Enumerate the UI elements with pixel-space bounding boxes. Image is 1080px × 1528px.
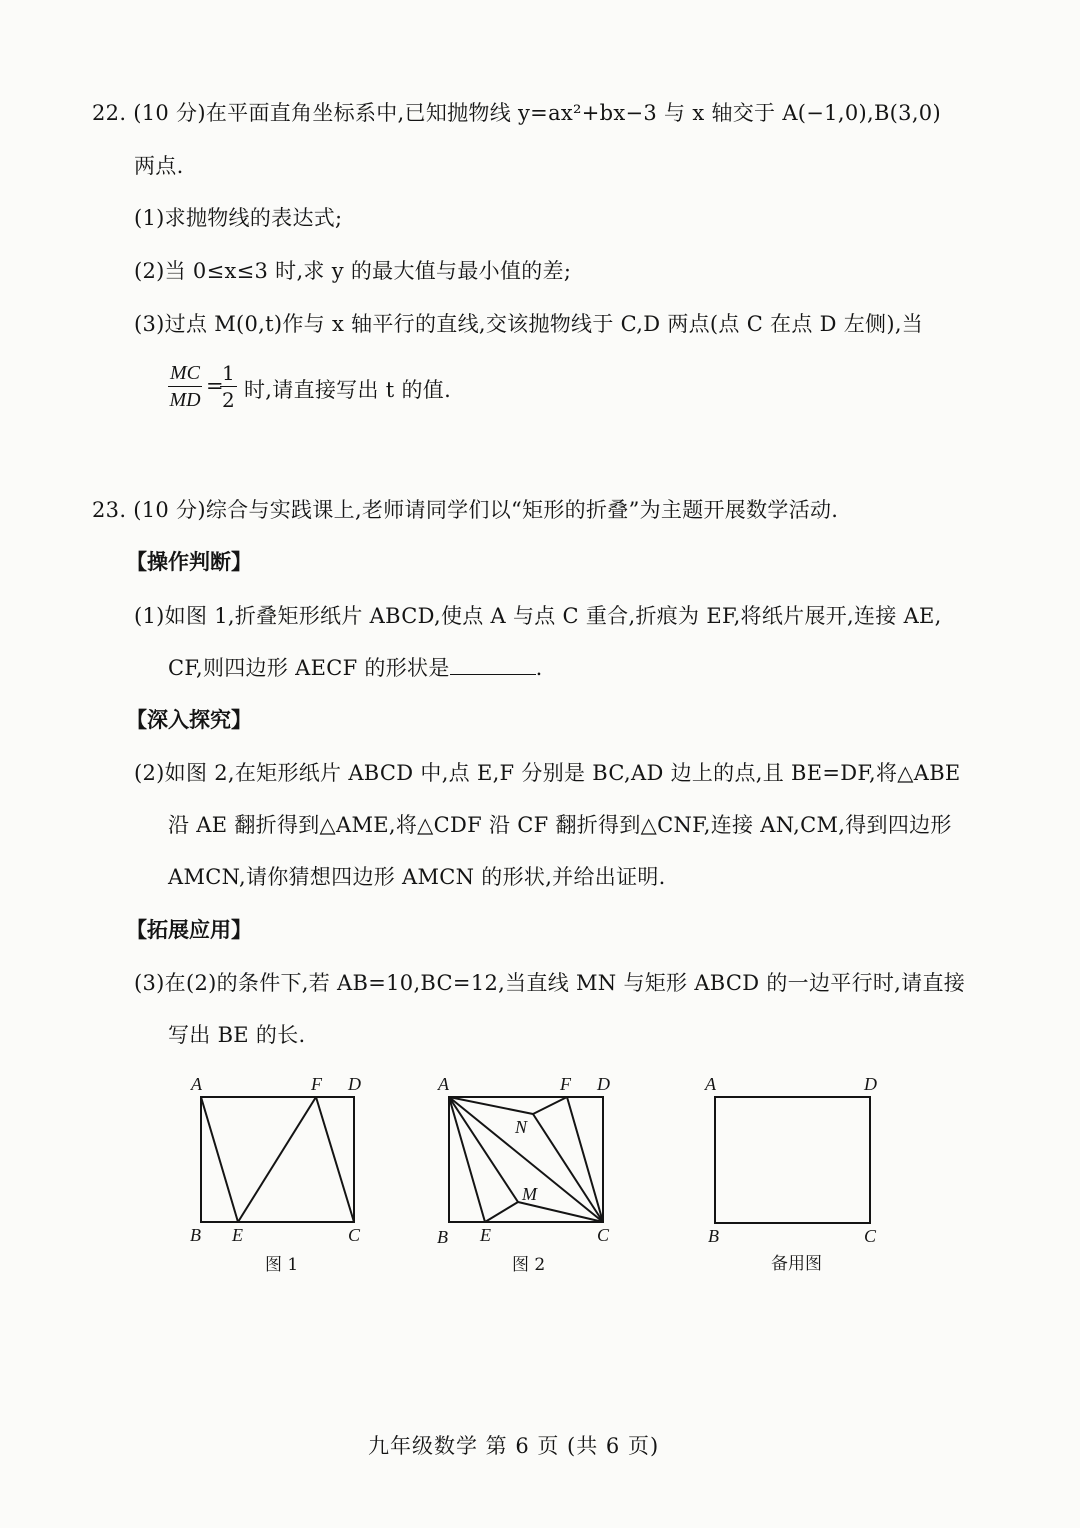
q23-part1-period: . <box>535 656 543 680</box>
fig2-segment-AN <box>449 1097 533 1114</box>
fraction-numerator: MC <box>168 360 202 387</box>
fig3-label-D: D <box>864 1074 877 1094</box>
q23-part2-line3: AMCN,请你猜想四边形 AMCN 的形状,并给出证明. <box>168 865 666 889</box>
q23-intro: 23. (10 分)综合与实践课上,老师请同学们以“矩形的折叠”为主题开展数学活动. <box>92 498 839 522</box>
fraction-numerator: 1 <box>222 361 235 385</box>
equals-sign: = <box>206 374 224 398</box>
q22-part3: (3)过点 M(0,t)作与 x 轴平行的直线,交该抛物线于 C,D 两点(点 C 在点 D 左侧),当 <box>134 312 924 336</box>
fig1-label-D: D <box>348 1074 361 1094</box>
section-heading-operation: 【操作判断】 <box>126 549 252 574</box>
fig1-label-B: B <box>190 1225 201 1245</box>
fig3-caption: 备用图 <box>771 1254 822 1274</box>
fig1-segment-EF <box>238 1097 316 1222</box>
fig1-label-F: F <box>311 1074 322 1094</box>
fig1-caption: 图 1 <box>265 1255 299 1275</box>
fig2-label-A: A <box>438 1074 449 1094</box>
fig1-label-A: A <box>191 1074 202 1094</box>
fig2-label-N: N <box>515 1117 528 1137</box>
fig2-label-M: M <box>522 1184 537 1204</box>
q23-part2-line1: (2)如图 2,在矩形纸片 ABCD 中,点 E,F 分别是 BC,AD 边上的点,且 BE=DF,将△ABE <box>134 761 961 785</box>
fig2-segment-NF <box>533 1097 567 1114</box>
fig1-segment-FC <box>316 1097 354 1222</box>
section-heading-explore: 【深入探究】 <box>126 707 252 732</box>
fig2-segment-FC <box>567 1097 603 1222</box>
fig2-label-D: D <box>597 1074 610 1094</box>
fig2-segment-ME <box>485 1202 518 1222</box>
fraction-denominator: MD <box>169 389 201 411</box>
fig2-segment-AM <box>449 1097 518 1202</box>
fig3-label-B: B <box>708 1226 719 1246</box>
q22-part1: (1)求抛物线的表达式; <box>134 206 343 230</box>
figure-spare <box>715 1097 870 1223</box>
q23-part1-line1: (1)如图 1,折叠矩形纸片 ABCD,使点 A 与点 C 重合,折痕为 EF,将纸片展开,连接 AE, <box>134 604 942 628</box>
fig2-label-F: F <box>560 1074 571 1094</box>
fig2-label-C: C <box>597 1225 610 1245</box>
fig2-segment-NC <box>533 1114 603 1222</box>
q22-stem-line2: 两点. <box>134 154 184 178</box>
q23-part1-line2-text: CF,则四边形 AECF 的形状是 <box>168 656 450 680</box>
page-footer: 九年级数学 第 6 页 (共 6 页) <box>368 1434 660 1458</box>
fig3-label-A: A <box>705 1074 716 1094</box>
q23-part3-line2: 写出 BE 的长. <box>168 1023 306 1047</box>
fig2-segment-AE <box>449 1097 485 1222</box>
fig2-label-E: E <box>480 1225 491 1245</box>
q22-part2: (2)当 0≤x≤3 时,求 y 的最大值与最小值的差; <box>134 259 572 283</box>
fig2-label-B: B <box>437 1227 448 1247</box>
fraction-denominator: 2 <box>222 388 235 412</box>
q23-part3-line1: (3)在(2)的条件下,若 AB=10,BC=12,当直线 MN 与矩形 ABCD 的一边平行时,请直接 <box>134 971 966 995</box>
fig1-label-E: E <box>232 1225 243 1245</box>
section-heading-extend: 【拓展应用】 <box>126 917 252 942</box>
fig3-label-C: C <box>864 1226 877 1246</box>
fig3-rectangle <box>715 1097 870 1223</box>
q23-part2-line2: 沿 AE 翻折得到△AME,将△CDF 沿 CF 翻折得到△CNF,连接 AN,CM,得到四边形 <box>168 813 952 837</box>
q22-part3-tail: 时,请直接写出 t 的值. <box>244 378 452 402</box>
fig1-segment-AE <box>201 1097 238 1222</box>
q22-stem-line1: 22. (10 分)在平面直角坐标系中,已知抛物线 y=ax²+bx−3 与 x 轴交于 A(−1,0),B(3,0) <box>92 101 941 125</box>
fig2-caption: 图 2 <box>512 1255 546 1275</box>
fig1-label-C: C <box>348 1225 361 1245</box>
